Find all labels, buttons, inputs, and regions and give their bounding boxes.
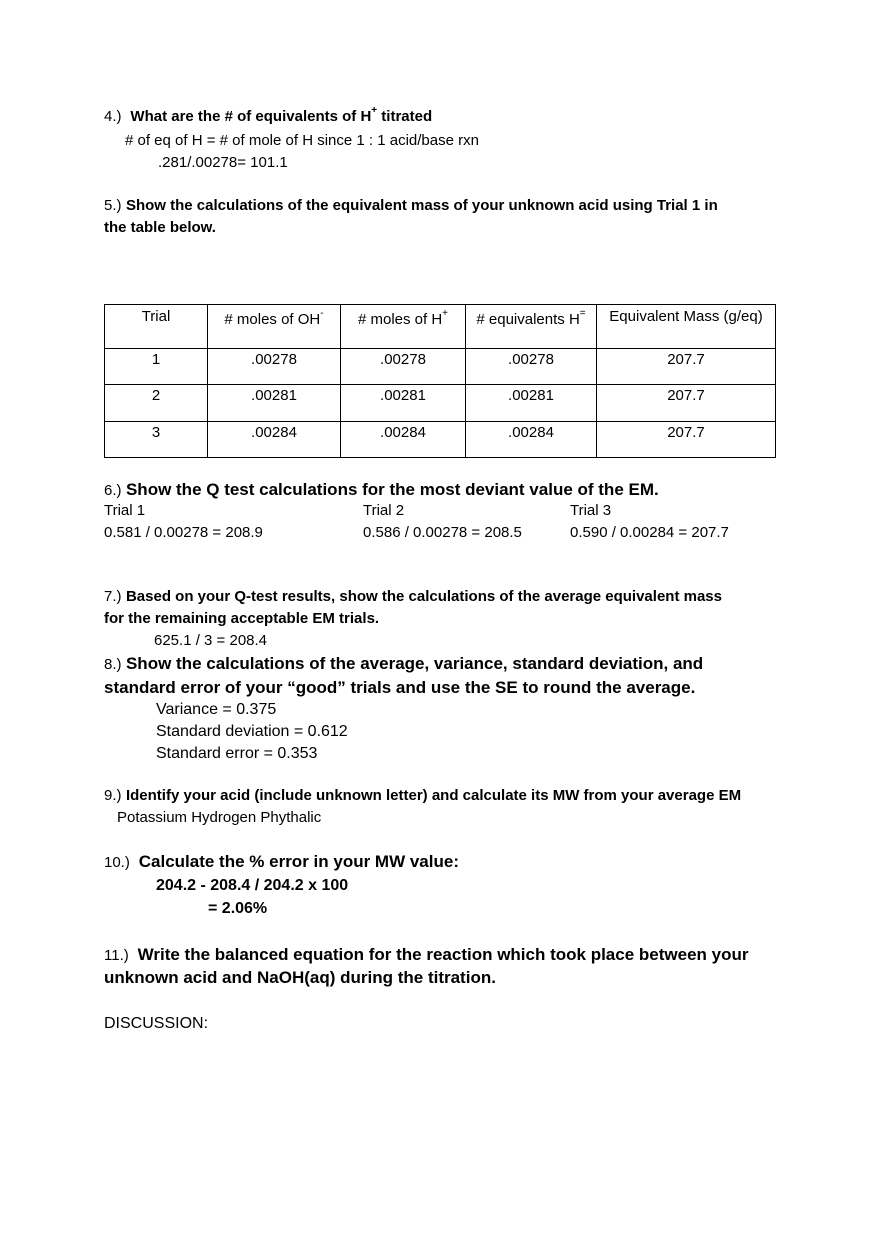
q4-question: What are the # of equivalents of H+ titrated <box>130 105 433 125</box>
header-moles-h: # moles of H+ <box>341 305 466 349</box>
q11-question-line1: Write the balanced equation for the reaction which took place between your <box>137 945 749 964</box>
q11-heading <box>104 945 748 965</box>
q6-trial2-label: Trial 2 <box>363 502 405 519</box>
q10-heading <box>104 852 459 872</box>
table-cell: .00278 <box>208 349 341 385</box>
header-equivalents-h: # equivalents H= <box>466 305 597 349</box>
q8-variance: Variance = 0.375 <box>156 701 277 718</box>
table-cell: 207.7 <box>597 422 776 458</box>
equivalent-mass-table <box>104 304 776 458</box>
q4-answer-line1: # of eq of H = # of mole of H since 1 : 1 acid/base rxn <box>125 132 479 149</box>
q10-number: 10.) <box>104 854 130 871</box>
q4-answer-line2: .281/.00278= 101.1 <box>158 154 288 171</box>
table-row <box>105 385 776 422</box>
q7-number: 7.) <box>104 588 122 605</box>
table-cell: 2 <box>105 385 208 422</box>
table-row <box>105 422 776 458</box>
q8-std-dev: Standard deviation = 0.612 <box>156 723 348 740</box>
q7-question-line2: for the remaining acceptable EM trials. <box>104 610 380 627</box>
q9-answer: Potassium Hydrogen Phythalic <box>117 809 322 826</box>
q5-number: 5.) <box>104 197 122 214</box>
header-equivalent-mass: Equivalent Mass (g/eq) <box>597 305 776 349</box>
table-cell: .00278 <box>341 349 466 385</box>
q8-number: 8.) <box>104 656 122 673</box>
q6-question: Show the Q test calculations for the most deviant value of the EM. <box>125 480 659 499</box>
q7-answer: 625.1 / 3 = 208.4 <box>154 632 268 649</box>
q7-heading <box>104 588 722 606</box>
q5-question-line1: Show the calculations of the equivalent mass of your unknown acid using Trial 1 in <box>125 197 718 214</box>
q10-calc-line1: 204.2 - 208.4 / 204.2 x 100 <box>156 877 349 894</box>
q5-heading <box>104 197 718 215</box>
table-cell: 3 <box>105 422 208 458</box>
q6-trial3-calc: 0.590 / 0.00284 = 207.7 <box>570 524 729 541</box>
q10-question: Calculate the % error in your MW value: <box>138 852 459 871</box>
q6-trial1-label: Trial 1 <box>104 502 146 519</box>
table-cell: .00281 <box>208 385 341 422</box>
table-header-row <box>105 305 776 349</box>
table-row <box>105 349 776 385</box>
q4-heading <box>104 105 433 126</box>
q4-number: 4.) <box>104 108 122 125</box>
q8-question-line2: standard error of your “good” trials and use the SE to round the average. <box>104 678 696 697</box>
q8-heading <box>104 654 703 674</box>
q6-trial2-calc: 0.586 / 0.00278 = 208.5 <box>363 524 522 541</box>
q9-number: 9.) <box>104 787 122 804</box>
header-trial: Trial <box>105 305 208 349</box>
discussion-label: DISCUSSION: <box>104 1015 209 1032</box>
table-cell: 1 <box>105 349 208 385</box>
header-moles-oh: # moles of OH- <box>208 305 341 349</box>
q9-heading <box>104 787 741 805</box>
q9-question: Identify your acid (include unknown letter) and calculate its MW from your average EM <box>125 787 742 804</box>
table-cell: .00281 <box>341 385 466 422</box>
table-cell: .00281 <box>466 385 597 422</box>
table-cell: 207.7 <box>597 349 776 385</box>
table-cell: .00284 <box>341 422 466 458</box>
q6-trial1-calc: 0.581 / 0.00278 = 208.9 <box>104 524 263 541</box>
q11-question-line2: unknown acid and NaOH(aq) during the titration. <box>104 968 496 987</box>
q11-number: 11.) <box>104 947 129 964</box>
table-cell: 207.7 <box>597 385 776 422</box>
q7-question-line1: Based on your Q-test results, show the calculations of the average equivalent mass <box>125 588 722 605</box>
table-cell: .00284 <box>208 422 341 458</box>
q8-std-err: Standard error = 0.353 <box>156 745 318 762</box>
q10-calc-line2: = 2.06% <box>208 900 268 917</box>
q6-number: 6.) <box>104 482 122 499</box>
table-cell: .00284 <box>466 422 597 458</box>
q6-trial3-label: Trial 3 <box>570 502 612 519</box>
q5-question-line2: the table below. <box>104 219 216 236</box>
q8-question-line1: Show the calculations of the average, variance, standard deviation, and <box>125 654 704 673</box>
q6-heading <box>104 480 659 500</box>
table-cell: .00278 <box>466 349 597 385</box>
